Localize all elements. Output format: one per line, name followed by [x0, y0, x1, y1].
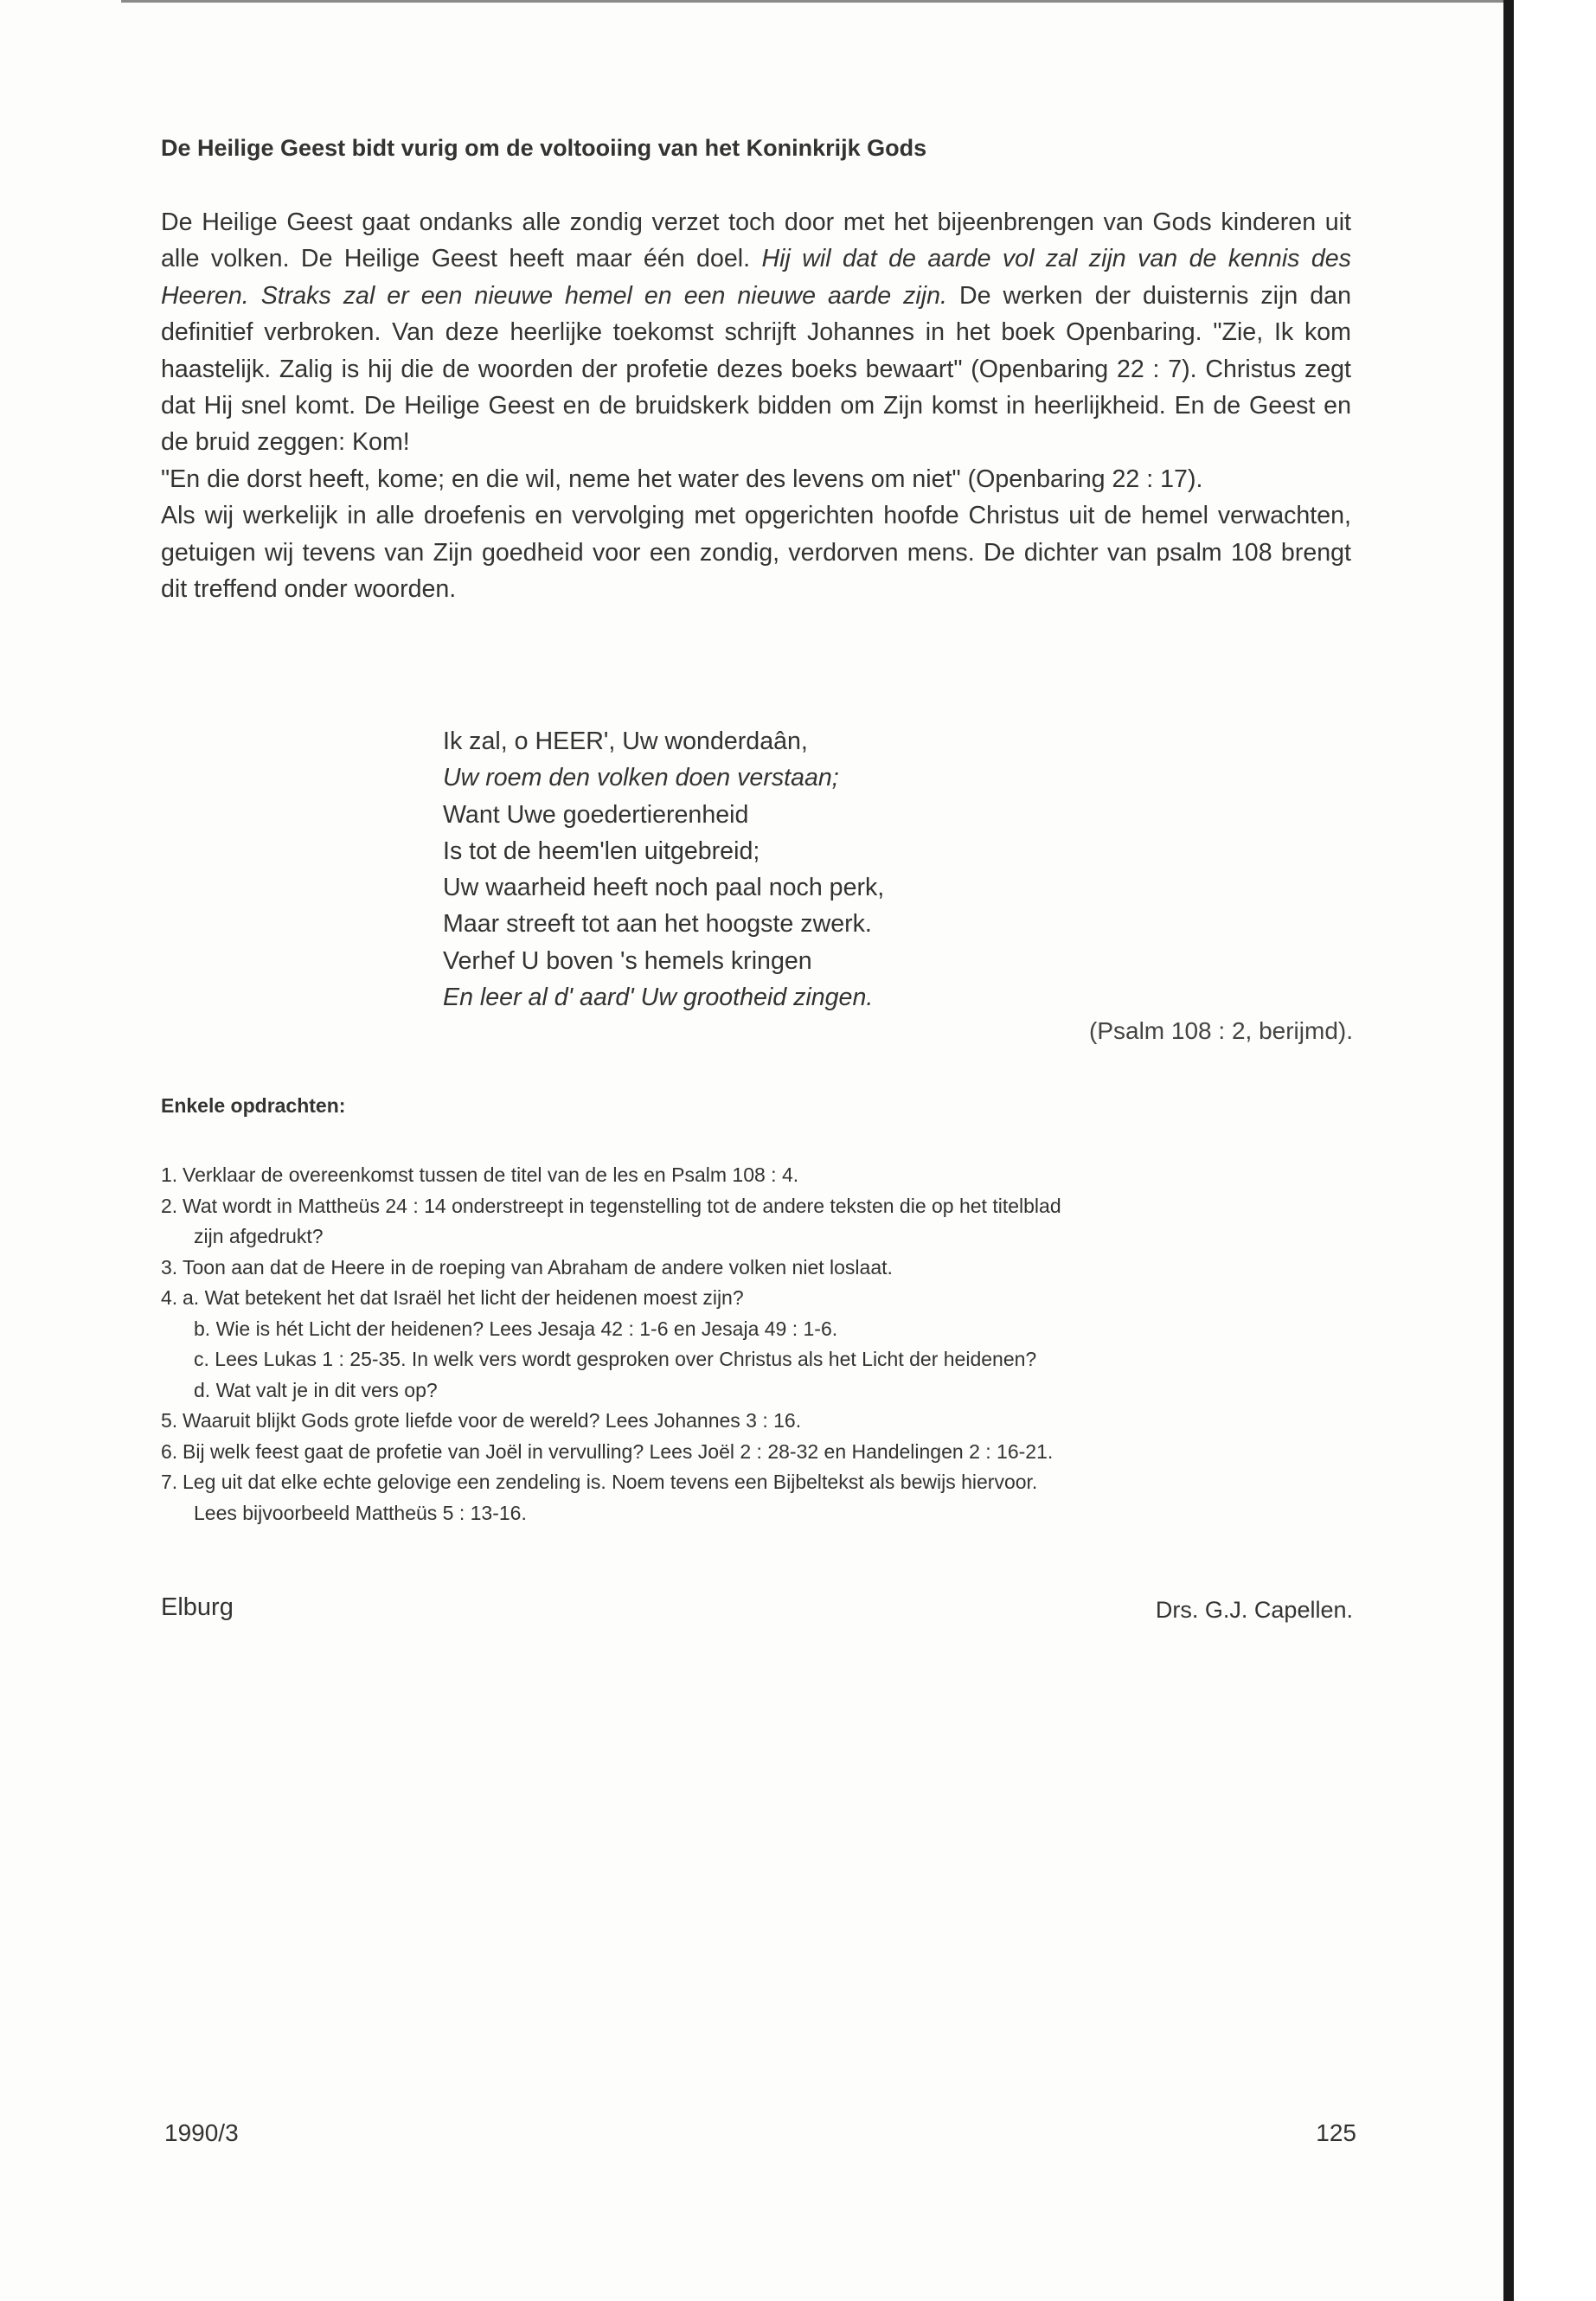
poem-line: Is tot de heem'len uitgebreid; — [443, 836, 760, 865]
item-text: zijn afgedrukt? — [194, 1225, 324, 1247]
section-heading: De Heilige Geest bidt vurig om de voltooiing van het Koninkrijk Gods — [161, 135, 927, 161]
item-text: Leg uit dat elke echte gelovige een zendeling is. Noem tevens een Bijbeltekst als bewijs hiervoor. — [183, 1471, 1038, 1493]
issue-number: 1990/3 — [164, 2119, 239, 2146]
assignments-title: Enkele opdrachten: — [161, 1094, 346, 1117]
item-text: d. Wat valt je in dit vers op? — [194, 1378, 438, 1401]
paragraph-1-part-a: De Heilige Geest gaat ondanks alle zondig verzet toch door met het bijeenbrengen van Gods kinderen uit alle volken. De Heilige Geest heeft maar één doel. — [161, 208, 1351, 273]
poem-line: Maar streeft tot aan het hoogste zwerk. — [443, 910, 872, 939]
poem-line: Ik zal, o HEER', Uw wonderdaân, — [443, 727, 808, 755]
paragraph-2: "En die dorst heeft, kome; en die wil, neme het water des levens om niet" (Openbaring 22 : 17). — [161, 465, 1203, 493]
item-number: 1. — [161, 1163, 178, 1186]
item-text: Lees bijvoorbeeld Mattheüs 5 : 13-16. — [194, 1501, 527, 1524]
item-number: 2. — [161, 1194, 178, 1217]
paragraph-1-part-c: De werken der duisternis zijn dan definitief verbroken. Van deze heerlijke toekomst schrijft Johannes in het boek Openbaring. "Zie, Ik kom haastelijk. Zalig is hij die de woorden der profetie dezes boeks bewaart" (Openbaring 22 : 7). Christus zegt dat Hij snel komt. De Heilige Geest en de bruidskerk bidden om Zijn komst in heerlijkheid. En de Geest en de bruid zeggen: Kom! — [161, 281, 1351, 457]
page-margin-strip — [1514, 0, 1596, 2301]
poem-line: Uw waarheid heeft noch paal noch perk, — [443, 874, 885, 902]
psalm-poem — [443, 723, 1135, 1016]
list-item-continuation — [161, 1498, 1372, 1529]
paragraph-1-italic: Hij wil dat de aarde vol zal zijn van de kennis des Heeren. Straks zal er een nieuwe hemel en een nieuwe aarde zijn. — [161, 245, 1351, 310]
list-item — [161, 1467, 1372, 1498]
list-subitem — [161, 1375, 1372, 1407]
body-text — [161, 204, 1351, 607]
item-text: Waaruit blijkt Gods grote liefde voor de wereld? Lees Johannes 3 : 16. — [183, 1409, 802, 1432]
list-item — [161, 1437, 1372, 1468]
list-item-continuation — [161, 1221, 1372, 1253]
page-number: 125 — [1316, 2119, 1356, 2146]
poem-line: Verhef U boven 's hemels kringen — [443, 946, 812, 975]
poem-line: Uw roem den volken doen verstaan; — [443, 764, 839, 792]
paragraph-1 — [161, 204, 1351, 461]
poem-line: En leer al d' aard' Uw grootheid zingen. — [443, 984, 874, 1012]
item-number: 4. — [161, 1286, 178, 1309]
signature-place: Elburg — [161, 1593, 234, 1621]
item-text: Toon aan dat de Heere in de roeping van Abraham de andere volken niet loslaat. — [183, 1255, 893, 1279]
item-text: c. Lees Lukas 1 : 25-35. In welk vers wordt gesproken over Christus als het Licht der heidenen? — [194, 1348, 1037, 1370]
poem-line: Want Uwe goedertierenheid — [443, 800, 749, 829]
assignments-list — [161, 1160, 1372, 1529]
item-text: a. Wat betekent het dat Israël het licht der heidenen moest zijn? — [183, 1286, 744, 1309]
item-number: 6. — [161, 1439, 178, 1463]
list-subitem — [161, 1314, 1372, 1345]
item-number: 7. — [161, 1471, 178, 1493]
list-item — [161, 1253, 1372, 1284]
item-text: Bij welk feest gaat de profetie van Joël in vervulling? Lees Joël 2 : 28-32 en Handelingen 2 : 16-21. — [183, 1439, 1054, 1463]
item-text: Wat wordt in Mattheüs 24 : 14 onderstreept in tegenstelling tot de andere teksten die op het titelblad — [183, 1194, 1061, 1217]
list-item — [161, 1406, 1372, 1437]
item-number: 3. — [161, 1255, 178, 1279]
list-item — [161, 1160, 1372, 1191]
poem-source: (Psalm 108 : 2, berijmd). — [1089, 1017, 1353, 1044]
page-edge-shadow — [1503, 0, 1514, 2301]
item-number: 5. — [161, 1409, 178, 1432]
paragraph-3: Als wij werkelijk in alle droefenis en vervolging met opgerichten hoofde Christus uit de hemel verwachten, getuigen wij tevens van Zijn goedheid voor een zondig, verdorven mens. De dichter van psalm 108 brengt dit treffend onder woorden. — [161, 502, 1351, 604]
item-text: b. Wie is hét Licht der heidenen? Lees Jesaja 42 : 1-6 en Jesaja 49 : 1-6. — [194, 1317, 838, 1340]
top-rule — [121, 0, 1514, 3]
list-item — [161, 1191, 1372, 1222]
list-item — [161, 1283, 1372, 1314]
list-subitem — [161, 1344, 1372, 1375]
signature-author: Drs. G.J. Capellen. — [1155, 1597, 1353, 1623]
item-text: Verklaar de overeenkomst tussen de titel van de les en Psalm 108 : 4. — [183, 1163, 799, 1186]
